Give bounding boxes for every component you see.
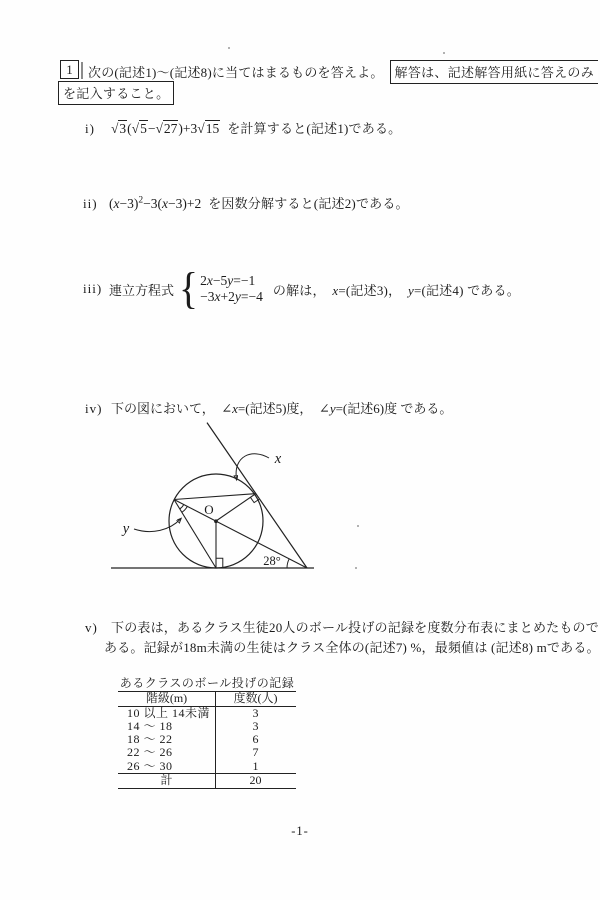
column-header-frequency: 度数(人) (233, 691, 278, 705)
chord-to-upper-tangent-point (174, 494, 256, 500)
problem-v-label: v) (85, 620, 98, 635)
table-header-row (118, 692, 296, 707)
problem-iv (85, 398, 452, 417)
angle-28-arc (287, 559, 289, 568)
math-token: 2 (200, 273, 207, 288)
page-number: -1- (291, 824, 309, 838)
math-token: −5 (212, 273, 228, 288)
frequency-value: 6 (252, 732, 259, 747)
angle-y-arc-inner (180, 505, 184, 509)
equation-1 (200, 273, 263, 289)
radicand: 3 (119, 121, 127, 136)
problem-ii-label: ii) (83, 196, 98, 211)
problem-iii (83, 266, 520, 312)
label-y-leader-arrow (134, 519, 181, 532)
scan-speck (355, 567, 357, 569)
center-label: O (204, 502, 214, 517)
math-token: −3) (119, 196, 139, 211)
table-body (118, 691, 296, 789)
scan-speck (228, 47, 230, 49)
radicand: 27 (163, 121, 178, 136)
equation-system (200, 273, 263, 305)
problem-v-line1 (85, 617, 599, 636)
math-token: −3)+2 (167, 196, 202, 211)
problem-iii-label: iii) (83, 281, 103, 296)
question-number-box-shadow (81, 62, 83, 79)
problem-ii (83, 193, 409, 212)
math-token: −3( (143, 196, 162, 211)
variable-x: x (161, 196, 168, 211)
frequency-value: 3 (252, 718, 259, 733)
circle-geometry-figure (85, 416, 335, 591)
system-brace: { (179, 264, 199, 313)
question-number-box (60, 60, 79, 79)
math-token: +2 (220, 289, 235, 304)
text-token: の解は， (272, 282, 333, 298)
variable-x: x (332, 282, 339, 298)
sqrt-term (155, 120, 178, 136)
problem-i (85, 118, 401, 137)
minus-sign: − (147, 121, 156, 136)
problem-i-text: を計算すると(記述1)である。 (227, 121, 402, 136)
question-number: 1 (66, 62, 73, 77)
problem-ii-text: を因数分解すると(記述2)である。 (208, 196, 409, 211)
class-interval: 10 以上 14未満 (127, 705, 211, 720)
problem-iii-text (273, 280, 520, 299)
exponent: 2 (138, 195, 144, 206)
paren-close: ) (178, 121, 183, 136)
scan-speck (357, 525, 359, 527)
label-x-leader-arrow (236, 454, 269, 479)
frequency-table (118, 676, 296, 789)
center-dot (214, 519, 218, 523)
radicand: 5 (140, 121, 147, 136)
class-interval: 14 ～ 18 (127, 718, 173, 733)
problem-i-label: i) (85, 121, 95, 136)
header-boxed-note-part2: を記入すること。 (58, 81, 174, 105)
sqrt-term (132, 120, 148, 136)
secant-through-center (174, 500, 307, 569)
radius-to-upper-tangent-point (216, 494, 256, 521)
table-row (118, 746, 296, 759)
right-angle-mark-bottom (216, 558, 223, 568)
text-token: =(記述5)度， ∠ (237, 401, 330, 416)
text-token: =(記述6)度 である。 (335, 401, 453, 416)
problem-v-text1: 下の表は，あるクラス生徒20人のボール投げの記録を度数分布表にまとめたもので (111, 620, 599, 635)
paren-open: ( (127, 121, 132, 136)
right-angle-mark-upper (250, 497, 259, 502)
problem-iv-text (111, 398, 452, 417)
problem-i-expression (111, 121, 220, 137)
problem-v-text2: ある。記録が18m未満の生徒はクラス全体の(記述7) %，最頻値は (記述8) mである。 (104, 640, 600, 655)
table-total-row (118, 773, 296, 788)
header-boxed-note-part1: 解答は、記述解答用紙に答えのみ (390, 60, 599, 84)
plus-term: +3 (182, 121, 198, 136)
total-label: 計 (160, 772, 173, 787)
problem-iv-label: iv) (85, 401, 103, 416)
table-row (118, 760, 296, 773)
radical-sign: √ (197, 121, 205, 136)
angle-y: y (329, 401, 336, 416)
label-y: y (122, 521, 130, 537)
table-column-divider (215, 692, 216, 788)
table-row (118, 707, 296, 720)
sqrt-term (197, 120, 220, 136)
class-interval: 26 ～ 30 (127, 758, 173, 773)
label-x: x (274, 451, 282, 467)
variable-x: x (113, 196, 120, 211)
radical-sign: √ (155, 121, 163, 136)
variable-x: x (214, 289, 221, 304)
radical-sign: √ (111, 121, 119, 136)
scan-speck (443, 52, 445, 54)
header-instruction: 次の(記述1)～(記述8)に当てはまるものを答えよ。 (88, 65, 384, 80)
math-token: =−4 (240, 289, 263, 304)
math-token: ( (109, 196, 114, 211)
slanted-tangent-line (207, 423, 307, 568)
total-value: 20 (249, 772, 262, 787)
equation-2 (200, 289, 263, 305)
radicand: 15 (205, 121, 220, 136)
text-token: 下の図において， ∠ (111, 401, 233, 416)
angle-28-label: 28° (263, 554, 281, 568)
frequency-value: 7 (252, 745, 259, 760)
text-token: =(記述4) である。 (413, 282, 520, 298)
variable-y: y (407, 282, 414, 298)
class-interval: 22 ～ 26 (127, 745, 173, 760)
angle-x: x (232, 401, 238, 416)
variable-x: x (206, 273, 213, 288)
class-interval: 18 ～ 22 (127, 732, 173, 747)
frequency-value: 3 (252, 705, 259, 720)
variable-y: y (234, 289, 241, 304)
sqrt-term (111, 120, 127, 136)
variable-y: y (227, 273, 234, 288)
radical-sign: √ (131, 121, 140, 136)
math-token: =−1 (233, 273, 256, 288)
column-header-class: 階級(m) (145, 691, 188, 705)
frequency-value: 1 (252, 758, 259, 773)
problem-ii-expression (109, 196, 201, 212)
math-token: −3 (200, 289, 215, 304)
text-token: =(記述3)， (338, 282, 408, 298)
problem-v-line2 (104, 637, 600, 656)
problem-iii-intro: 連立方程式 (109, 282, 175, 298)
table-title: あるクラスのボール投げの記録 (119, 676, 295, 690)
angle-y-arc-outer (182, 506, 187, 512)
